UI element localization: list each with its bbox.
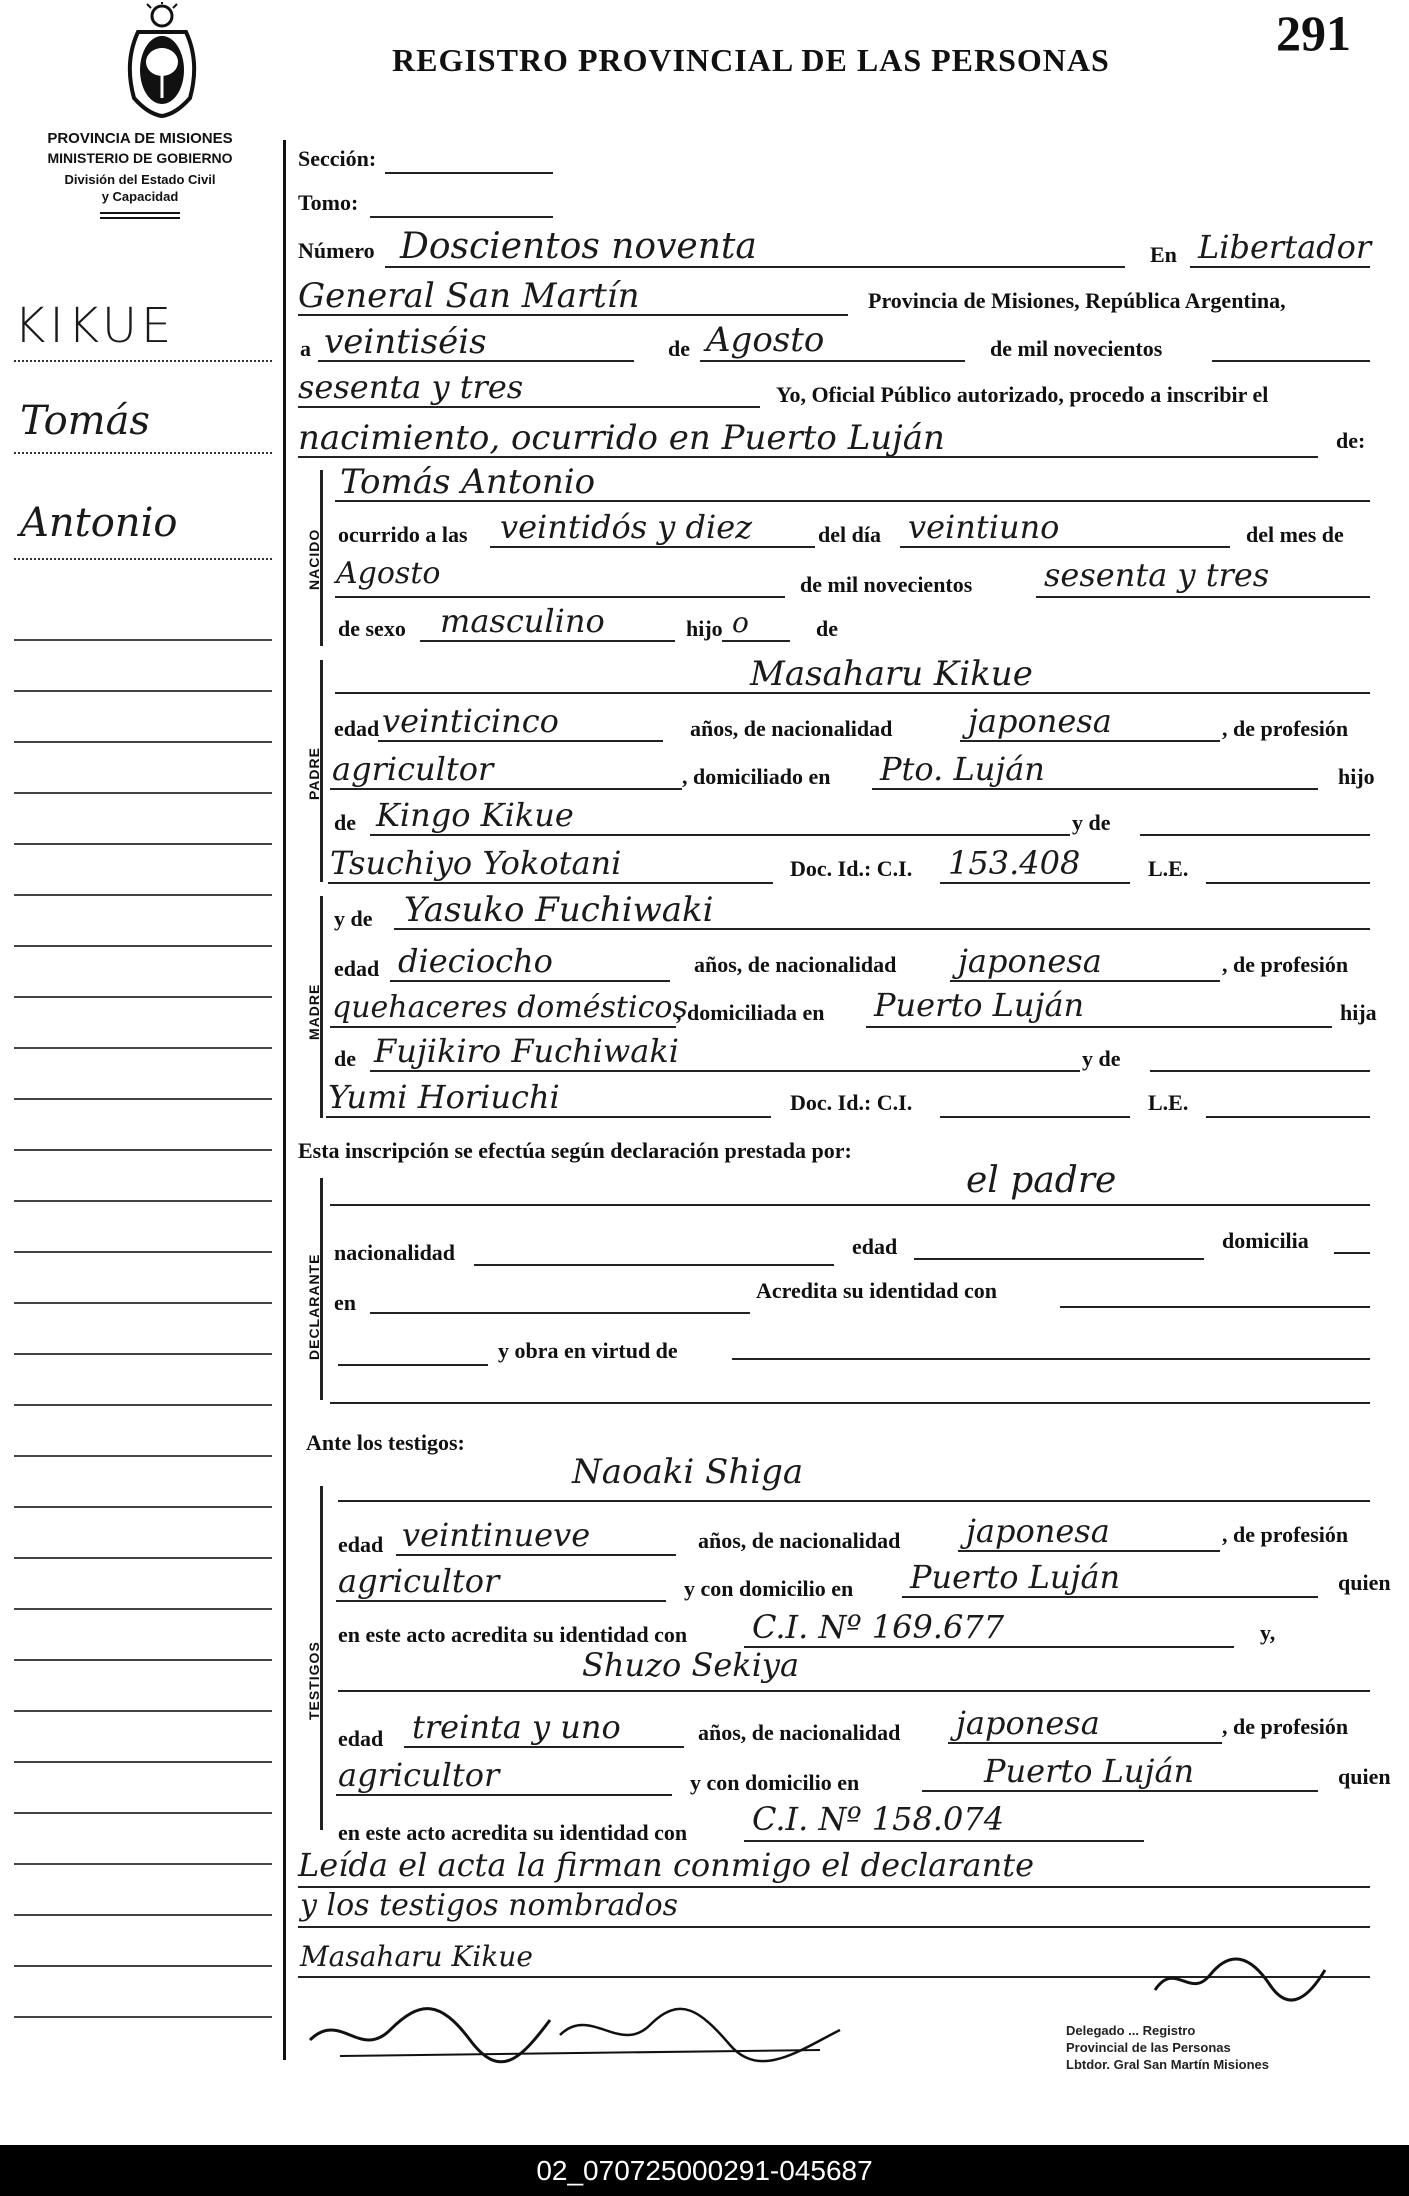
official-stamp: [1066, 2022, 1376, 2073]
madre-doc-label: Doc. Id.: C.I.: [790, 1090, 913, 1115]
testigos-section-label: TESTIGOS: [306, 1641, 322, 1720]
seccion-label: Sección:: [298, 146, 377, 171]
witness2-acto-label: en este acto acredita su identidad con: [338, 1820, 688, 1845]
madre-le-label: L.E.: [1148, 1090, 1189, 1115]
margin-first-name: Tomás: [20, 398, 150, 444]
witness1-nac-label: años, de nacionalidad: [698, 1528, 901, 1553]
padre-doc-label: Doc. Id.: C.I.: [790, 856, 913, 881]
margin-middle-name: Antonio: [20, 500, 178, 546]
place-value-b: General San Martín: [298, 276, 640, 316]
padre-prof-label: , de profesión: [1222, 716, 1349, 741]
declarante-nac-label: nacionalidad: [334, 1240, 456, 1265]
margin-surname: KIKUE: [14, 298, 176, 354]
witness1-y-label: y,: [1260, 1620, 1276, 1645]
numero-label: Número: [298, 238, 375, 263]
month-value: Agosto: [706, 320, 825, 360]
sexo-label: de sexo: [338, 616, 406, 641]
witness1-acto-label: en este acto acredita su identidad con: [338, 1622, 688, 1647]
madre-edad-label: edad: [334, 956, 380, 981]
issuer-division-2: y Capacidad: [101, 189, 179, 204]
madre-section-label: MADRE: [306, 983, 322, 1040]
witness1-dom-label: y con domicilio en: [684, 1576, 854, 1601]
witness1-prof-label: , de profesión: [1222, 1522, 1349, 1547]
numero-value: Doscientos noventa: [400, 226, 757, 267]
issuer-province: PROVINCIA DE MISIONES: [47, 130, 233, 147]
nacido-de-label: de: [816, 616, 838, 641]
padre-name-value: Masaharu Kikue: [750, 654, 1033, 694]
stamp-line-1: Delegado ... Registro: [1066, 2023, 1196, 2038]
declarante-obra-label: y obra en virtud de: [498, 1338, 678, 1363]
padre-edad-value: veinticinco: [382, 702, 559, 740]
margin-ruled-lines: [14, 590, 272, 2060]
issuer-ministry: MINISTERIO DE GOBIERNO: [47, 150, 233, 166]
witness2-nac-label: años, de nacionalidad: [698, 1720, 901, 1745]
witness-signatures-icon: [300, 1990, 860, 2070]
witness2-edad-value: treinta y uno: [412, 1708, 621, 1746]
sexo-value: masculino: [440, 602, 605, 640]
padre-parent1-value: Kingo Kikue: [376, 796, 574, 834]
padre-y-de-label: y de: [1072, 810, 1111, 835]
nacido-name-value: Tomás Antonio: [340, 462, 596, 502]
nacido-year-label: de mil novecientos: [800, 572, 973, 597]
madre-y-de-label: y de: [334, 906, 373, 931]
footer-bar: [0, 2145, 1409, 2196]
madre-prof-label: , de profesión: [1222, 952, 1349, 977]
witness1-nac-value: japonesa: [966, 1512, 1110, 1550]
official-signature-icon: [1150, 1950, 1330, 2010]
witness2-name-value: Shuzo Sekiya: [582, 1646, 800, 1684]
witness2-edad-label: edad: [338, 1726, 384, 1751]
del-mes-label: del mes de: [1246, 522, 1344, 547]
madre-y-de2-label: y de: [1082, 1046, 1121, 1071]
coat-of-arms-icon: [118, 2, 206, 120]
madre-nac-label: años, de nacionalidad: [694, 952, 897, 977]
declarante-dom-label: domicilia: [1222, 1228, 1309, 1253]
padre-nac-value: japonesa: [968, 702, 1112, 740]
stamp-line-2: Provincial de las Personas: [1066, 2040, 1231, 2055]
province-label: Provincia de Misiones, República Argentina,: [868, 288, 1286, 313]
padre-le-label: L.E.: [1148, 856, 1189, 881]
document-code: 02_070725000291-045687: [536, 2155, 873, 2186]
day-value: veintiséis: [324, 322, 487, 362]
madre-de-label: de: [334, 1046, 356, 1071]
stamp-line-3: Lbtdor. Gral San Martín Misiones: [1066, 2057, 1269, 2072]
madre-hija-label: hija: [1340, 1000, 1377, 1025]
witness1-edad-value: veintinueve: [402, 1516, 591, 1554]
page-title: REGISTRO PROVINCIAL DE LAS PERSONAS: [392, 42, 1110, 78]
padre-edad-label: edad: [334, 716, 380, 741]
madre-nac-value: japonesa: [958, 942, 1102, 980]
del-dia-label: del día: [818, 522, 881, 547]
witness2-prof-label: , de profesión: [1222, 1714, 1349, 1739]
padre-hijo-label: hijo: [1338, 764, 1375, 789]
declarante-acredita-label: Acredita su identidad con: [756, 1278, 998, 1303]
closing-line-2: y los testigos nombrados: [300, 1888, 679, 1923]
tomo-label: Tomo:: [298, 190, 359, 215]
page-number: 291: [1276, 5, 1351, 61]
nacido-day-value: veintiuno: [908, 508, 1060, 546]
declarante-edad-label: edad: [852, 1234, 898, 1259]
hijo-label: hijo: [686, 616, 723, 641]
witness1-dom-value: Puerto Luján: [910, 1558, 1121, 1596]
witness2-dom-label: y con domicilio en: [690, 1770, 860, 1795]
de-label: de: [668, 336, 690, 361]
madre-parent1-value: Fujikiro Fuchiwaki: [374, 1032, 679, 1070]
padre-doc-value: 153.408: [948, 844, 1081, 882]
witness2-nac-value: japonesa: [956, 1704, 1100, 1742]
declarant-signature: Masaharu Kikue: [300, 1940, 533, 1973]
padre-nac-label: años, de nacionalidad: [690, 716, 893, 741]
act-value: nacimiento, ocurrido en Puerto Luján: [298, 418, 945, 458]
a-label: a: [300, 336, 311, 361]
declarante-section-label: DECLARANTE: [306, 1253, 322, 1360]
padre-prof-value: agricultor: [332, 750, 494, 788]
witness1-quien-label: quien: [1338, 1570, 1391, 1595]
witness2-doc-value: C.I. Nº 158.074: [752, 1800, 1005, 1838]
witness1-edad-label: edad: [338, 1532, 384, 1557]
margin-divider: [283, 140, 286, 2060]
padre-dom-value: Pto. Luján: [880, 750, 1045, 788]
official-text: Yo, Oficial Público autorizado, procedo a inscribir el: [776, 382, 1269, 407]
madre-dom-label: , domiciliada en: [676, 1000, 825, 1025]
madre-name-value: Yasuko Fuchiwaki: [404, 890, 714, 930]
hijo-suffix: o: [732, 606, 749, 639]
place-value-a: Libertador: [1198, 228, 1372, 266]
hour-value: veintidós y diez: [500, 508, 753, 546]
closing-line-1: Leída el acta la firman conmigo el declarante: [298, 1846, 1035, 1884]
madre-parent2-value: Yumi Horiuchi: [328, 1078, 560, 1116]
nacido-month-value: Agosto: [336, 556, 441, 591]
padre-parent2-value: Tsuchiyo Yokotani: [330, 844, 622, 882]
declarante-value: el padre: [966, 1160, 1117, 1201]
witness1-prof-value: agricultor: [338, 1562, 500, 1600]
testigos-intro: Ante los testigos:: [306, 1430, 465, 1455]
witness2-dom-value: Puerto Luján: [984, 1752, 1195, 1790]
ocurrido-label: ocurrido a las: [338, 522, 468, 547]
padre-dom-label: , domiciliado en: [682, 764, 831, 789]
witness1-name-value: Naoaki Shiga: [572, 1452, 804, 1492]
nacido-year-value: sesenta y tres: [1044, 556, 1270, 594]
year-label: de mil novecientos: [990, 336, 1163, 361]
madre-prof-value: quehaceres domésticos: [332, 990, 688, 1025]
de-colon-label: de:: [1336, 428, 1366, 453]
witness2-prof-value: agricultor: [338, 1756, 500, 1794]
year-value: sesenta y tres: [298, 368, 524, 406]
padre-section-label: PADRE: [306, 747, 322, 800]
issuer-division: División del Estado Civil: [64, 172, 216, 187]
witness1-doc-value: C.I. Nº 169.677: [752, 1608, 1005, 1646]
madre-dom-value: Puerto Luján: [874, 986, 1085, 1024]
nacido-section-label: NACIDO: [306, 528, 322, 590]
madre-edad-value: dieciocho: [398, 942, 553, 980]
issuer-block: [20, 130, 260, 219]
en-label: En: [1150, 242, 1177, 267]
declarante-en-label: en: [334, 1290, 356, 1315]
padre-de-label: de: [334, 810, 356, 835]
witness2-quien-label: quien: [1338, 1764, 1391, 1789]
declarante-intro: Esta inscripción se efectúa según declaración prestada por:: [298, 1138, 852, 1163]
